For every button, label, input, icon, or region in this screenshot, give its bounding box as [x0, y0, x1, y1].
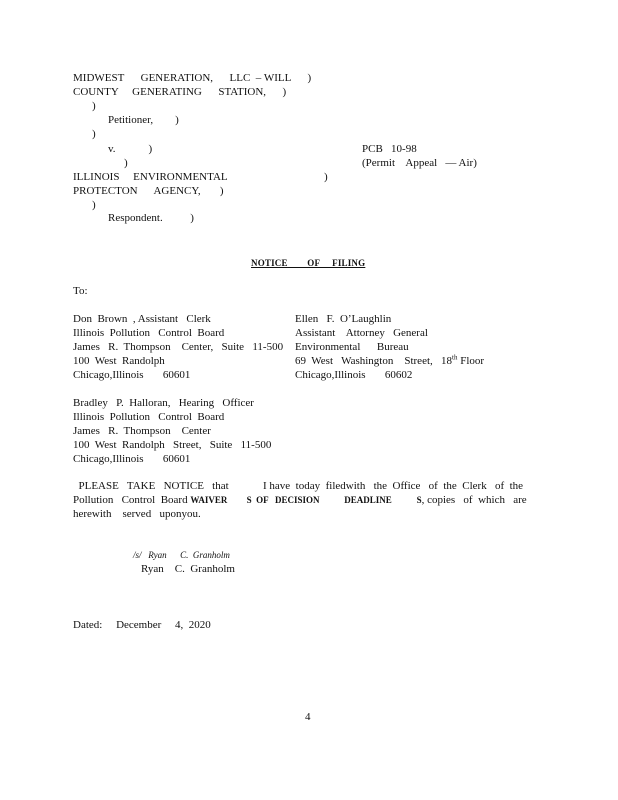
recipient-right-line: Chicago,Illinois 60602	[295, 369, 413, 381]
notice-line-3: herewith served uponyou.	[73, 508, 201, 520]
recipient-right-line: Ellen F. O’Laughlin	[295, 313, 392, 325]
recipient-third-line: 100 West Randolph Street, Suite 11-500	[73, 439, 272, 451]
recipient-third-line: James R. Thompson Center	[73, 425, 211, 437]
recipient-third-line: Illinois Pollution Control Board	[73, 411, 225, 423]
recipient-third-line: Bradley P. Halloran, Hearing Officer	[73, 397, 254, 409]
caption-respondent-name-1: ILLINOIS ENVIRONMENTAL	[73, 171, 228, 183]
caption-petitioner: Petitioner, )	[108, 114, 179, 126]
ordinal-suffix: th	[452, 353, 458, 362]
notice-board: Pollution Control Board	[73, 494, 188, 506]
recipient-right-floor: Floor	[457, 355, 485, 367]
caption-paren: )	[92, 199, 96, 211]
recipient-left-line: Chicago,Illinois 60601	[73, 369, 191, 381]
notice-line-2	[73, 494, 527, 508]
recipient-right-line: Environmental Bureau	[295, 341, 409, 353]
recipient-right-line: Assistant Attorney General	[295, 327, 428, 339]
caption-paren: )	[92, 128, 96, 140]
notice-decision: S OF DECISION	[246, 495, 320, 505]
caption-line-2: COUNTY GENERATING STATION, )	[73, 86, 287, 98]
notice-line-1b: I have today filedwith the Office of the Clerk of the	[263, 480, 524, 492]
caption-paren: )	[92, 100, 96, 112]
recipient-left-line: 100 West Randolph	[73, 355, 165, 367]
recipient-left-line: Don Brown , Assistant Clerk	[73, 313, 211, 325]
page-number: 4	[305, 711, 311, 723]
caption-respondent-name-2: PROTECTON AGENCY, )	[73, 185, 224, 197]
caption-respondent: Respondent. )	[108, 212, 194, 224]
notice-waiver: WAIVER	[190, 495, 228, 505]
caption-line-1: MIDWEST GENERATION, LLC – WILL )	[73, 72, 312, 84]
dated-line: Dated: December 4, 2020	[73, 619, 211, 631]
case-number: PCB 10-98	[362, 143, 417, 155]
case-type: (Permit Appeal — Air)	[362, 157, 477, 169]
caption-paren: )	[324, 171, 328, 183]
caption-versus: v. )	[108, 143, 153, 155]
signer-name: Ryan C. Granholm	[141, 563, 235, 575]
recipient-third-line: Chicago,Illinois 60601	[73, 453, 191, 465]
recipient-left-line: Illinois Pollution Control Board	[73, 327, 225, 339]
electronic-signature: /s/ Ryan C. Granholm	[133, 550, 230, 560]
notice-s: S	[416, 495, 422, 505]
notice-copies: , copies of which are	[421, 494, 527, 506]
caption-paren: )	[124, 157, 128, 169]
notice-deadline: DEADLINE	[344, 495, 392, 505]
recipient-right-street: 69 West Washington Street, 18	[295, 355, 453, 367]
document-title: NOTICE OF FILING	[251, 258, 366, 268]
recipient-left-line: James R. Thompson Center, Suite 11-500	[73, 341, 284, 353]
notice-line-1a: PLEASE TAKE NOTICE that	[73, 480, 229, 492]
to-label: To:	[73, 285, 88, 297]
recipient-right-address	[295, 355, 484, 369]
